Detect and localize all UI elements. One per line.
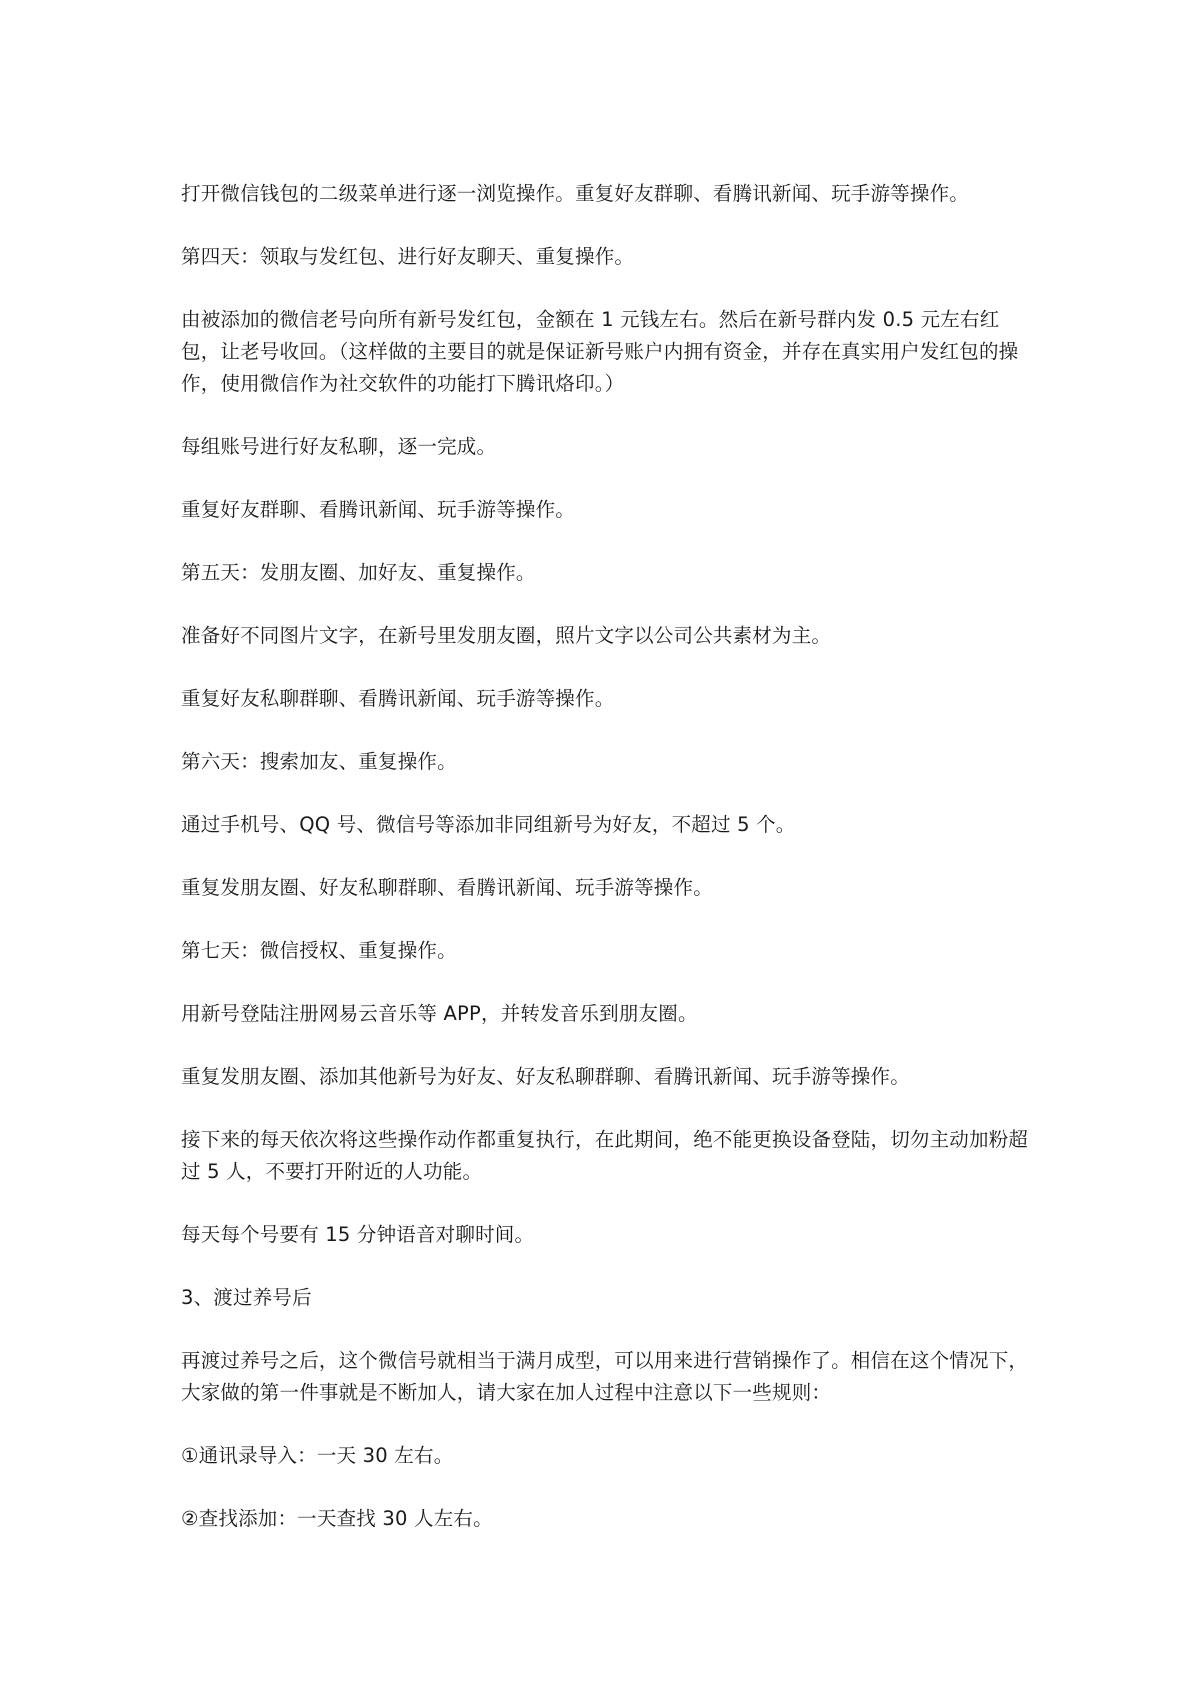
paragraph-marketing-rules: 再渡过养号之后，这个微信号就相当于满月成型，可以用来进行营销操作了。相信在这个情况下，大家做的第一件事就是不断加人，请大家在加人过程中注意以下一些规则： [181, 1349, 1029, 1404]
paragraph-repeat-moments: 重复发朋友圈、好友私聊群聊、看腾讯新闻、玩手游等操作。 [181, 876, 713, 899]
paragraph-repeat-group-chat: 重复好友群聊、看腾讯新闻、玩手游等操作。 [181, 498, 576, 521]
paragraph-day6-heading: 第六天：搜索加友、重复操作。 [181, 750, 457, 773]
document-page [181, 178, 1031, 1535]
paragraph-repeat-all: 重复发朋友圈、添加其他新号为好友、好友私聊群聊、看腾讯新闻、玩手游等操作。 [181, 1065, 910, 1088]
section-heading-after-nurturing: 3、渡过养号后 [181, 1286, 312, 1309]
paragraph-private-chat: 每组账号进行好友私聊，逐一完成。 [181, 435, 497, 458]
paragraph-app-register: 用新号登陆注册网易云音乐等 APP，并转发音乐到朋友圈。 [181, 1002, 698, 1025]
paragraph-daily-rules: 接下来的每天依次将这些操作动作都重复执行，在此期间，绝不能更换设备登陆，切勿主动加粉超过 5 人，不要打开附近的人功能。 [181, 1128, 1029, 1183]
paragraph-wallet-browse: 打开微信钱包的二级菜单进行逐一浏览操作。重复好友群聊、看腾讯新闻、玩手游等操作。 [181, 182, 970, 205]
paragraph-voice-chat: 每天每个号要有 15 分钟语音对聊时间。 [181, 1223, 535, 1246]
paragraph-day4-heading: 第四天：领取与发红包、进行好友聊天、重复操作。 [181, 245, 635, 268]
list-item-contacts-import: ①通讯录导入：一天 30 左右。 [181, 1444, 454, 1467]
paragraph-day5-heading: 第五天：发朋友圈、加好友、重复操作。 [181, 561, 536, 584]
paragraph-day7-heading: 第七天：微信授权、重复操作。 [181, 939, 457, 962]
paragraph-red-packet: 由被添加的微信老号向所有新号发红包，金额在 1 元钱左右。然后在新号群内发 0.5 元左右红包，让老号收回。（这样做的主要目的就是保证新号账户内拥有资金，并存在真实用户发红包的操作，使用微信作为社交软件的功能打下腾讯烙印。） [181, 308, 1019, 395]
paragraph-moments-prep: 准备好不同图片文字，在新号里发朋友圈，照片文字以公司公共素材为主。 [181, 624, 832, 647]
paragraph-add-friends: 通过手机号、QQ 号、微信号等添加非同组新号为好友，不超过 5 个。 [181, 813, 796, 836]
list-item-search-add: ②查找添加：一天查找 30 人左右。 [181, 1507, 493, 1530]
paragraph-repeat-private-group: 重复好友私聊群聊、看腾讯新闻、玩手游等操作。 [181, 687, 615, 710]
